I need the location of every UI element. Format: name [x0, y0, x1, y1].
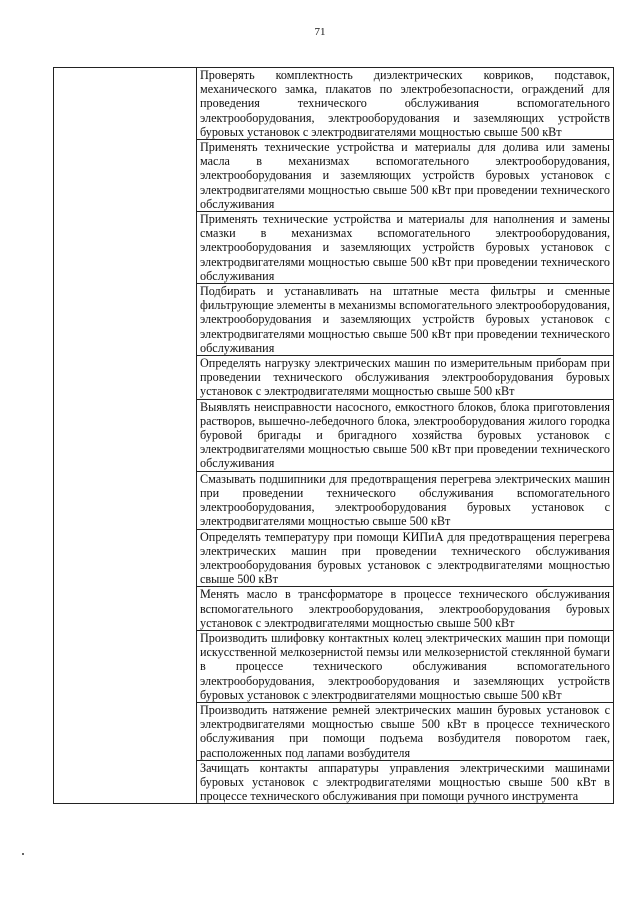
- table-cell: [197, 587, 614, 631]
- table-cell: [197, 529, 614, 587]
- left-column-cell: [54, 68, 197, 804]
- cell-text: Производить натяжение ремней электрических машин буровых установок с электродвигателями мощностью свыше 500 кВт в процессе технического обслуживания при помощи подъема возбудителя поворотом гаек, расположенных под лапами возбудителя: [200, 702, 610, 760]
- table-cell: [197, 471, 614, 529]
- table-cell: [197, 212, 614, 284]
- table-cell: [197, 140, 614, 212]
- cell-text: Зачищать контакты аппаратуры управления электрическими машинами буровых установок с электродвигателями мощностью свыше 500 кВт в процессе технического обслуживания при помощи ручного инструмента: [200, 760, 610, 804]
- cell-text: Определять нагрузку электрических машин по измерительным приборам при проведении технического обслуживания электрооборудования буровых установок с электродвигателями мощностью свыше 500 кВт: [200, 356, 610, 399]
- cell-text: Определять температуру при помощи КИПиА для предотвращения перегрева электрических машин при проведении технического обслуживания электрооборудования буровых установок с электродвигателями мощностью свыше 500 кВт: [200, 529, 610, 587]
- cell-text: Применять технические устройства и материалы для долива или замены масла в механизмах вспомогательного электрооборудования, электрооборудования и заземляющих устройств буровых установок с электродвигателями мощностью свыше 500 кВт при проведении технического обслуживания: [200, 140, 610, 211]
- table-row: [54, 68, 614, 140]
- table-cell: [197, 399, 614, 471]
- cell-text: Смазывать подшипники для предотвращения перегрева электрических машин при проведении технического обслуживания вспомогательного электрооборудования, электрооборудования буровых установок с электродвигателями мощностью свыше 500 кВт: [200, 471, 610, 529]
- cell-text: Подбирать и устанавливать на штатные места фильтры и сменные фильтрующие элементы в механизмы вспомогательного электрооборудования, электрооборудования и заземляющих устройств буровых установок с электродвигателями мощностью свыше 500 кВт при проведении технического обслуживания: [200, 284, 610, 355]
- table-cell: [197, 702, 614, 760]
- cell-text: Менять масло в трансформаторе в процессе технического обслуживания вспомогательного электрооборудования, электрооборудования буровых установок с электродвигателями мощностью свыше 500 кВт: [200, 587, 610, 630]
- table-cell: [197, 760, 614, 804]
- scan-speck: [22, 853, 24, 855]
- page-number: 71: [314, 26, 326, 38]
- cell-text: Проверять комплектность диэлектрических ковриков, подставок, механического замка, плакатов по электробезопасности, ограждений для проведения технического обслуживания вспомогательного электрооборудования, электрооборудования и заземляющих устройств буровых установок с электродвигателями мощностью свыше 500 кВт: [200, 68, 610, 139]
- table-cell: [197, 356, 614, 400]
- cell-text: Выявлять неисправности насосного, емкостного блоков, блока приготовления растворов, вышечно-лебедочного блока, электрооборудования жилого городка буровой бригады и бригадного хозяйства буровых установок с электродвигателями мощностью свыше 500 кВт при проведении технического обслуживания: [200, 399, 610, 471]
- cell-text: Производить шлифовку контактных колец электрических машин при помощи искусственной мелкозернистой пемзы или мелкозернистой стеклянной бумаги в процессе технического обслуживания вспомогательного электрооборудования, электрооборудования и заземляющих устройств буровых установок с электродвигателями мощностью свыше 500 кВт: [200, 630, 610, 702]
- cell-text: Применять технические устройства и материалы для наполнения и замены смазки в механизмах вспомогательного электрооборудования, электрооборудования и заземляющих устройств буровых установок с электродвигателями мощностью свыше 500 кВт при проведении технического обслуживания: [200, 212, 610, 283]
- table-cell: [197, 68, 614, 140]
- table-cell: [197, 284, 614, 356]
- skills-table: [53, 67, 614, 804]
- table-cell: [197, 630, 614, 702]
